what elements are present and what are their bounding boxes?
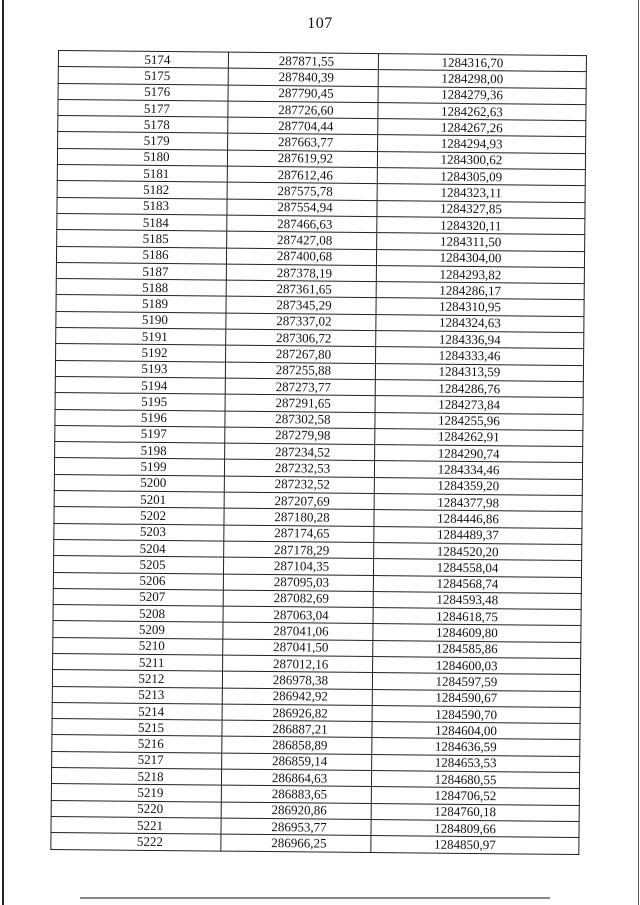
point-number-cell: 5209 <box>53 621 223 639</box>
x-coordinate-cell: 287361,65 <box>226 280 376 298</box>
point-number-cell: 5195 <box>55 393 225 411</box>
point-number-cell: 5176 <box>58 83 228 101</box>
y-coordinate-cell: 1284597,59 <box>372 673 580 691</box>
point-number-cell: 5184 <box>57 213 227 231</box>
coordinates-table <box>50 50 587 855</box>
point-number-cell: 5215 <box>52 719 222 737</box>
coordinates-table-body <box>51 51 587 855</box>
y-coordinate-cell: 1284636,59 <box>372 738 580 756</box>
point-number-cell: 5204 <box>54 539 224 557</box>
y-coordinate-cell: 1284489,37 <box>374 526 582 544</box>
x-coordinate-cell: 287174,65 <box>224 525 374 543</box>
point-number-cell: 5190 <box>56 311 226 329</box>
point-number-cell: 5217 <box>52 751 222 769</box>
y-coordinate-cell: 1284311,50 <box>377 233 585 251</box>
x-coordinate-cell: 287466,63 <box>227 215 377 233</box>
x-coordinate-cell: 287255,88 <box>225 362 375 380</box>
y-coordinate-cell: 1284313,59 <box>375 363 583 381</box>
x-coordinate-cell: 287063,04 <box>223 606 373 624</box>
point-number-cell: 5203 <box>54 523 224 541</box>
y-coordinate-cell: 1284333,46 <box>376 347 584 365</box>
y-coordinate-cell: 1284760,18 <box>371 803 579 821</box>
y-coordinate-cell: 1284590,70 <box>372 705 580 723</box>
point-number-cell: 5192 <box>56 344 226 362</box>
point-number-cell: 5194 <box>55 376 225 394</box>
y-coordinate-cell: 1284294,93 <box>378 135 586 153</box>
y-coordinate-cell: 1284809,66 <box>371 819 579 837</box>
point-number-cell: 5221 <box>51 816 221 834</box>
x-coordinate-cell: 287232,53 <box>224 460 374 478</box>
point-number-cell: 5202 <box>54 507 224 525</box>
x-coordinate-cell: 287619,92 <box>227 150 377 168</box>
x-coordinate-cell: 287612,46 <box>227 166 377 184</box>
y-coordinate-cell: 1284604,00 <box>372 722 580 740</box>
y-coordinate-cell: 1284558,04 <box>373 559 581 577</box>
x-coordinate-cell: 287840,39 <box>228 68 378 86</box>
y-coordinate-cell: 1284262,91 <box>375 428 583 446</box>
x-coordinate-cell: 287207,69 <box>224 492 374 510</box>
x-coordinate-cell: 287082,69 <box>223 590 373 608</box>
x-coordinate-cell: 287345,29 <box>226 297 376 315</box>
y-coordinate-cell: 1284255,96 <box>375 412 583 430</box>
point-number-cell: 5199 <box>54 458 224 476</box>
y-coordinate-cell: 1284304,00 <box>376 249 584 267</box>
y-coordinate-cell: 1284446,86 <box>374 510 582 528</box>
y-coordinate-cell: 1284593,48 <box>373 591 581 609</box>
point-number-cell: 5211 <box>53 653 223 671</box>
y-coordinate-cell: 1284286,76 <box>375 379 583 397</box>
point-number-cell: 5220 <box>51 800 221 818</box>
x-coordinate-cell: 287232,52 <box>224 476 374 494</box>
y-coordinate-cell: 1284262,63 <box>378 102 586 120</box>
y-coordinate-cell: 1284609,80 <box>373 624 581 642</box>
x-coordinate-cell: 287302,58 <box>225 411 375 429</box>
x-coordinate-cell: 286926,82 <box>222 704 372 722</box>
x-coordinate-cell: 286953,77 <box>221 818 371 836</box>
point-number-cell: 5178 <box>58 116 228 134</box>
x-coordinate-cell: 287554,94 <box>227 199 377 217</box>
y-coordinate-cell: 1284706,52 <box>371 787 579 805</box>
y-coordinate-cell: 1284336,94 <box>376 331 584 349</box>
scan-right-edge <box>638 0 639 905</box>
point-number-cell: 5210 <box>53 637 223 655</box>
y-coordinate-cell: 1284324,63 <box>376 314 584 332</box>
point-number-cell: 5208 <box>53 605 223 623</box>
x-coordinate-cell: 287306,72 <box>226 329 376 347</box>
y-coordinate-cell: 1284653,53 <box>372 754 580 772</box>
x-coordinate-cell: 287180,28 <box>224 508 374 526</box>
x-coordinate-cell: 287178,29 <box>224 541 374 559</box>
x-coordinate-cell: 286966,25 <box>221 834 371 852</box>
page-number: 107 <box>307 15 333 32</box>
x-coordinate-cell: 287234,52 <box>225 443 375 461</box>
x-coordinate-cell: 286883,65 <box>221 785 371 803</box>
y-coordinate-cell: 1284305,09 <box>377 168 585 186</box>
y-coordinate-cell: 1284286,17 <box>376 282 584 300</box>
y-coordinate-cell: 1284293,82 <box>376 265 584 283</box>
y-coordinate-cell: 1284520,20 <box>374 542 582 560</box>
x-coordinate-cell: 287337,02 <box>226 313 376 331</box>
point-number-cell: 5198 <box>55 442 225 460</box>
y-coordinate-cell: 1284568,74 <box>373 575 581 593</box>
point-number-cell: 5205 <box>53 556 223 574</box>
y-coordinate-cell: 1284585,86 <box>373 640 581 658</box>
x-coordinate-cell: 287790,45 <box>228 85 378 103</box>
y-coordinate-cell: 1284377,98 <box>374 494 582 512</box>
y-coordinate-cell: 1284267,26 <box>378 119 586 137</box>
point-number-cell: 5183 <box>57 197 227 215</box>
y-coordinate-cell: 1284850,97 <box>371 836 579 854</box>
point-number-cell: 5177 <box>58 99 228 117</box>
x-coordinate-cell: 287726,60 <box>228 101 378 119</box>
point-number-cell: 5179 <box>58 132 228 150</box>
y-coordinate-cell: 1284359,20 <box>374 477 582 495</box>
y-coordinate-cell: 1284310,95 <box>376 298 584 316</box>
point-number-cell: 5212 <box>52 670 222 688</box>
x-coordinate-cell: 287291,65 <box>225 394 375 412</box>
x-coordinate-cell: 287273,77 <box>225 378 375 396</box>
point-number-cell: 5181 <box>57 165 227 183</box>
x-coordinate-cell: 287704,44 <box>228 117 378 135</box>
y-coordinate-cell: 1284327,85 <box>377 200 585 218</box>
point-number-cell: 5175 <box>58 67 228 85</box>
x-coordinate-cell: 286859,14 <box>222 753 372 771</box>
y-coordinate-cell: 1284600,03 <box>373 657 581 675</box>
x-coordinate-cell: 287104,35 <box>223 557 373 575</box>
point-number-cell: 5218 <box>51 768 221 786</box>
point-number-cell: 5216 <box>52 735 222 753</box>
y-coordinate-cell: 1284320,11 <box>377 217 585 235</box>
point-number-cell: 5213 <box>52 686 222 704</box>
point-number-cell: 5214 <box>52 702 222 720</box>
point-number-cell: 5191 <box>56 328 226 346</box>
x-coordinate-cell: 286887,21 <box>222 720 372 738</box>
point-number-cell: 5182 <box>57 181 227 199</box>
point-number-cell: 5187 <box>56 262 226 280</box>
x-coordinate-cell: 286942,92 <box>222 688 372 706</box>
point-number-cell: 5222 <box>51 833 221 851</box>
x-coordinate-cell: 286978,38 <box>222 671 372 689</box>
x-coordinate-cell: 287400,68 <box>226 248 376 266</box>
y-coordinate-cell: 1284279,36 <box>378 86 586 104</box>
point-number-cell: 5206 <box>53 572 223 590</box>
scan-left-edge <box>2 0 4 905</box>
point-number-cell: 5219 <box>51 784 221 802</box>
x-coordinate-cell: 286864,63 <box>221 769 371 787</box>
y-coordinate-cell: 1284290,74 <box>375 445 583 463</box>
x-coordinate-cell: 287575,78 <box>227 183 377 201</box>
y-coordinate-cell: 1284618,75 <box>373 608 581 626</box>
point-number-cell: 5196 <box>55 409 225 427</box>
y-coordinate-cell: 1284334,46 <box>374 461 582 479</box>
x-coordinate-cell: 286858,89 <box>222 737 372 755</box>
x-coordinate-cell: 287095,03 <box>223 574 373 592</box>
point-number-cell: 5185 <box>57 230 227 248</box>
point-number-cell: 5174 <box>58 51 228 69</box>
y-coordinate-cell: 1284323,11 <box>377 184 585 202</box>
y-coordinate-cell: 1284273,84 <box>375 396 583 414</box>
x-coordinate-cell: 286920,86 <box>221 802 371 820</box>
point-number-cell: 5201 <box>54 491 224 509</box>
x-coordinate-cell: 287012,16 <box>223 655 373 673</box>
x-coordinate-cell: 287663,77 <box>228 134 378 152</box>
x-coordinate-cell: 287427,08 <box>227 231 377 249</box>
y-coordinate-cell: 1284590,67 <box>372 689 580 707</box>
point-number-cell: 5193 <box>55 360 225 378</box>
x-coordinate-cell: 287041,50 <box>223 639 373 657</box>
x-coordinate-cell: 287378,19 <box>226 264 376 282</box>
x-coordinate-cell: 287267,80 <box>226 345 376 363</box>
point-number-cell: 5188 <box>56 279 226 297</box>
x-coordinate-cell: 287041,06 <box>223 623 373 641</box>
point-number-cell: 5207 <box>53 588 223 606</box>
point-number-cell: 5197 <box>55 425 225 443</box>
y-coordinate-cell: 1284680,55 <box>371 771 579 789</box>
x-coordinate-cell: 287871,55 <box>228 52 378 70</box>
x-coordinate-cell: 287279,98 <box>225 427 375 445</box>
scan-bottom-edge <box>80 897 550 899</box>
y-coordinate-cell: 1284300,62 <box>377 151 585 169</box>
point-number-cell: 5180 <box>57 148 227 166</box>
point-number-cell: 5186 <box>56 246 226 264</box>
point-number-cell: 5200 <box>54 474 224 492</box>
y-coordinate-cell: 1284316,70 <box>378 54 586 72</box>
y-coordinate-cell: 1284298,00 <box>378 70 586 88</box>
point-number-cell: 5189 <box>56 295 226 313</box>
